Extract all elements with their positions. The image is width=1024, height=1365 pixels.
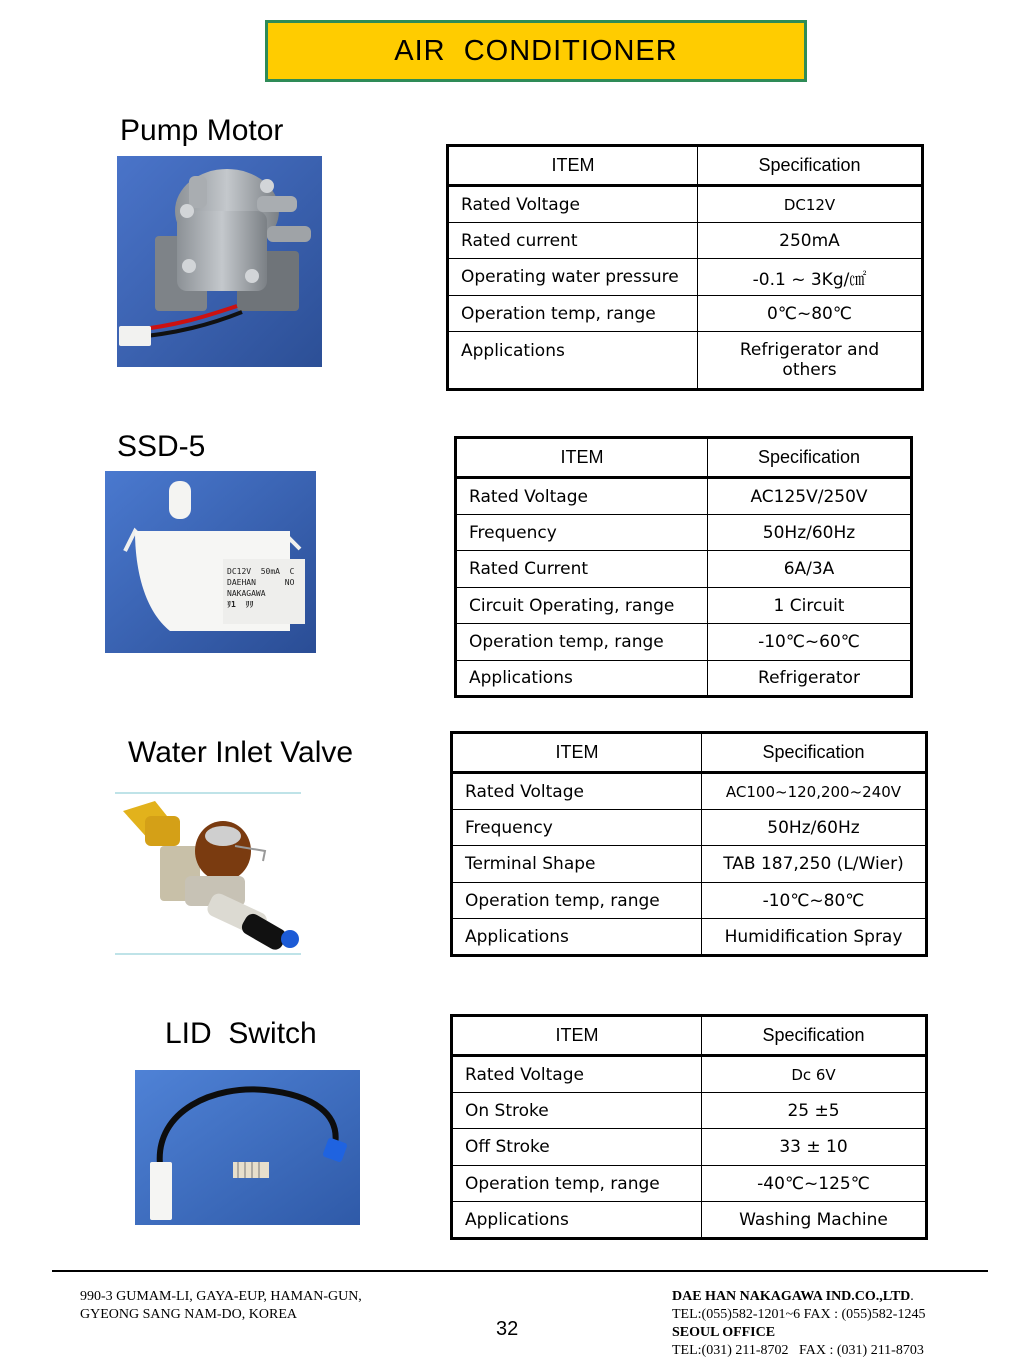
spec-value: Washing Machine — [702, 1202, 927, 1239]
spec-value: Humidification Spray — [702, 919, 927, 956]
page-title: AIR CONDITIONER — [394, 34, 678, 67]
spec-item: Frequency — [452, 810, 702, 846]
address-line-1: 990-3 GUMAM-LI, GAYA-EUP, HAMAN-GUN, — [80, 1289, 362, 1304]
company-suffix: . — [910, 1289, 914, 1304]
item-header: ITEM — [456, 438, 708, 478]
lid-switch-photo — [135, 1070, 360, 1225]
spec-value: DC12V — [698, 186, 923, 223]
footer-company — [672, 1288, 925, 1360]
spec-value: 33 ± 10 — [702, 1129, 927, 1166]
company-tel: TEL:(055)582-1201~6 FAX : (055)582-1245 — [672, 1307, 926, 1322]
pump-motor-title: Pump Motor — [120, 114, 284, 147]
spec-value: -40℃~125℃ — [702, 1166, 927, 1202]
water-inlet-valve-photo — [115, 791, 301, 956]
spec-item: Applications — [452, 1202, 702, 1239]
spec-item: Terminal Shape — [452, 846, 702, 883]
spec-header: Specification — [702, 1016, 927, 1056]
spec-value: 6A/3A — [708, 551, 912, 588]
footer-divider — [52, 1270, 988, 1272]
page-number: 32 — [496, 1318, 519, 1340]
lid-switch-spec-table — [450, 1014, 928, 1240]
spec-header: Specification — [702, 733, 927, 773]
pump-motor-spec-table — [446, 144, 924, 391]
address-line-2: GYEONG SANG NAM-DO, KOREA — [80, 1307, 297, 1322]
spec-item: Operating water pressure — [448, 259, 698, 296]
spec-item: Rated Voltage — [448, 186, 698, 223]
spec-value: AC125V/250V — [708, 478, 912, 515]
ssd5-label-line: DC12V 50mA C — [227, 567, 295, 576]
office-tel: TEL:(031) 211-8702 FAX : (031) 211-8703 — [672, 1343, 924, 1358]
ssd5-spec-table — [454, 436, 913, 698]
spec-value: -10℃~60℃ — [708, 624, 912, 661]
item-header: ITEM — [452, 733, 702, 773]
spec-value: TAB 187,250 (L/Wier) — [702, 846, 927, 883]
spec-header: Specification — [698, 146, 923, 186]
spec-item: Rated Current — [456, 551, 708, 588]
spec-value: 50Hz/60Hz — [702, 810, 927, 846]
spec-value: 50Hz/60Hz — [708, 515, 912, 551]
ssd5-label-line: DAEHAN NO — [227, 578, 295, 587]
spec-item: Frequency — [456, 515, 708, 551]
spec-value: Dc 6V — [702, 1056, 927, 1093]
ssd5-photo — [105, 471, 316, 653]
spec-value: 1 Circuit — [708, 588, 912, 624]
water-inlet-valve-title: Water Inlet Valve — [128, 736, 354, 769]
spec-item: Operation temp, range — [452, 883, 702, 919]
spec-item: Circuit Operating, range — [456, 588, 708, 624]
page-banner — [265, 20, 807, 82]
spec-item: On Stroke — [452, 1093, 702, 1129]
spec-value: -10℃~80℃ — [702, 883, 927, 919]
company-name: DAE HAN NAKAGAWA IND.CO.,LTD — [672, 1289, 911, 1304]
water-inlet-valve-spec-table — [450, 731, 928, 957]
spec-value: -0.1 ~ 3Kg/㎠ — [698, 259, 923, 296]
footer-address — [80, 1288, 362, 1324]
seoul-office: SEOUL OFFICE — [672, 1325, 776, 1340]
ssd5-title: SSD-5 — [117, 430, 206, 463]
spec-value: AC100~120,200~240V — [702, 773, 927, 810]
spec-item: Rated current — [448, 223, 698, 259]
spec-value: 250mA — [698, 223, 923, 259]
spec-item: Applications — [456, 661, 708, 697]
spec-item: Operation temp, range — [448, 296, 698, 332]
pump-motor-photo — [117, 156, 322, 367]
spec-item: Applications — [448, 332, 698, 390]
spec-item: Operation temp, range — [456, 624, 708, 661]
spec-item: Off Stroke — [452, 1129, 702, 1166]
spec-value: Refrigerator and others — [698, 332, 923, 390]
spec-item: Applications — [452, 919, 702, 956]
lid-switch-title: LID Switch — [165, 1017, 317, 1050]
ssd5-label-line: NAKAGAWA — [227, 589, 266, 598]
spec-header: Specification — [708, 438, 912, 478]
ssd5-label-line: ﾘ1 ﾘﾘ — [227, 600, 254, 609]
spec-item: Rated Voltage — [452, 773, 702, 810]
spec-item: Operation temp, range — [452, 1166, 702, 1202]
spec-value: 25 ±5 — [702, 1093, 927, 1129]
spec-item: Rated Voltage — [456, 478, 708, 515]
item-header: ITEM — [452, 1016, 702, 1056]
item-header: ITEM — [448, 146, 698, 186]
spec-item: Rated Voltage — [452, 1056, 702, 1093]
spec-value: Refrigerator — [708, 661, 912, 697]
spec-value: 0℃~80℃ — [698, 296, 923, 332]
